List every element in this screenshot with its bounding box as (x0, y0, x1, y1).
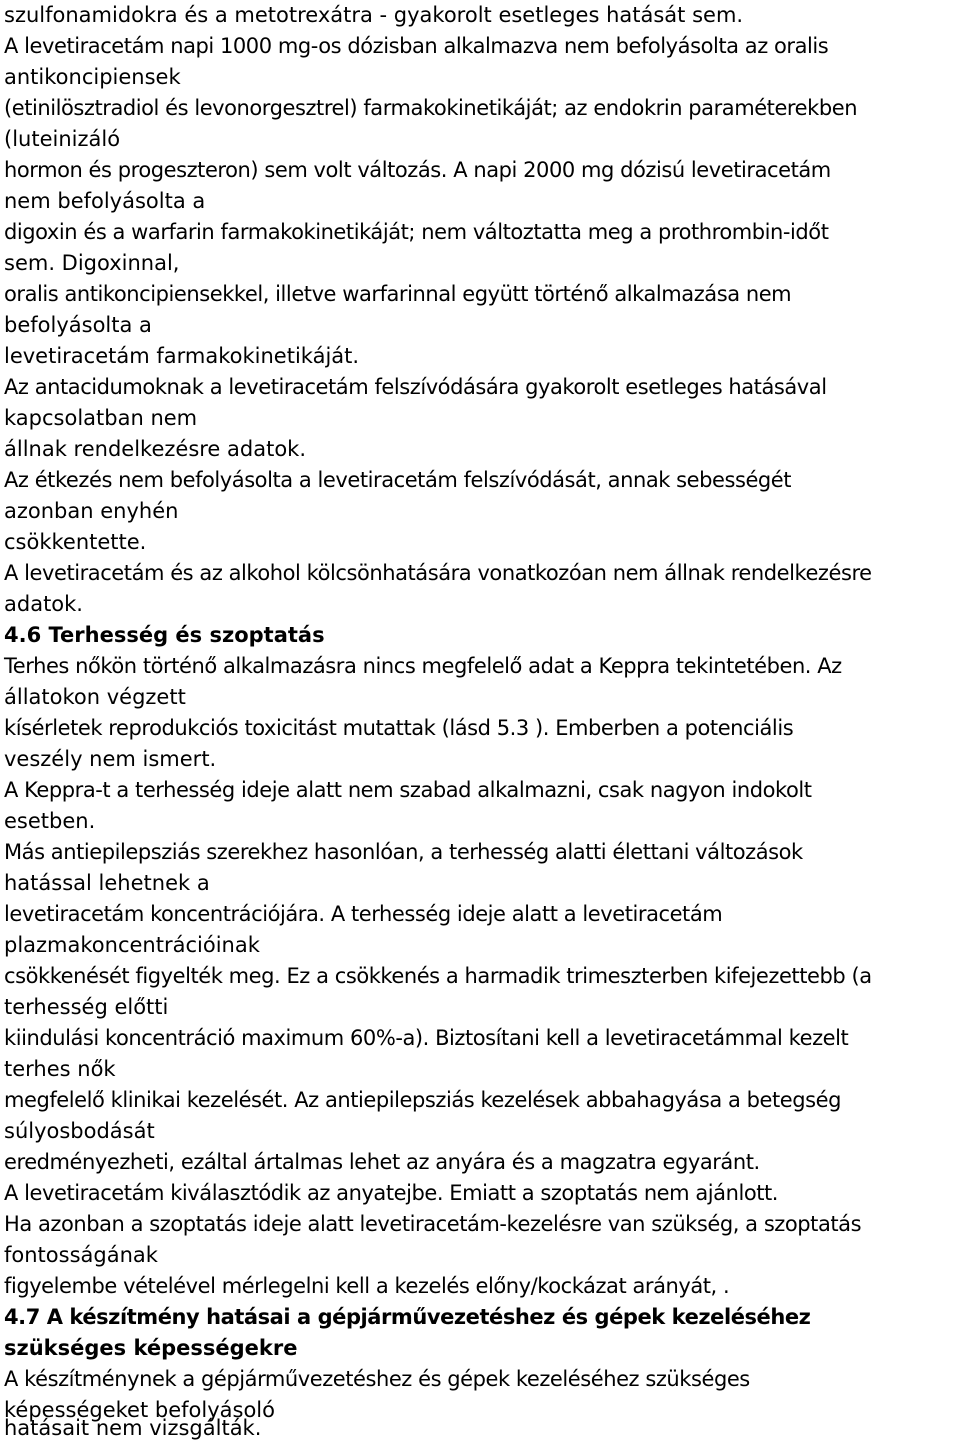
text-line: plazmakoncentrációinak (4, 933, 260, 957)
text-line: Az antacidumoknak a levetiracetám felszívódására gyakorolt esetleges hatásával (4, 375, 827, 399)
text-line: szulfonamidokra és a metotrexátra - gyakorolt esetleges hatását sem. (4, 3, 744, 27)
text-line: veszély nem ismert. (4, 747, 217, 771)
text-line: állatokon végzett (4, 685, 186, 709)
text-line: levetiracetám farmakokinetikáját. (4, 344, 360, 368)
text-line: csökkenését figyelték meg. Ez a csökkenés a harmadik trimeszterben kifejezettebb (a (4, 964, 872, 988)
text-line: (etinilösztradiol és levonorgesztrel) farmakokinetikáját; az endokrin paraméterekben (4, 96, 858, 120)
text-line: A készítménynek a gépjárművezetéshez és gépek kezeléséhez szükséges (4, 1367, 750, 1391)
text-line: súlyosbodását (4, 1119, 155, 1143)
text-line: figyelembe vételével mérlegelni kell a kezelés előny/kockázat arányát, . (4, 1274, 730, 1298)
section-heading-4-6: 4.6 Terhesség és szoptatás (4, 623, 325, 647)
text-line: adatok. (4, 592, 83, 616)
text-line: (luteinizáló (4, 127, 121, 151)
text-line: A levetiracetám kiválasztódik az anyatejbe. Emiatt a szoptatás nem ajánlott. (4, 1181, 779, 1205)
text-line: A levetiracetám és az alkohol kölcsönhatására vonatkozóan nem állnak rendelkezésre (4, 561, 872, 585)
text-line: hormon és progeszteron) sem volt változás. A napi 2000 mg dózisú levetiracetám (4, 158, 831, 182)
text-line: kiindulási koncentráció maximum 60%-a). Biztosítani kell a levetiracetámmal kezelt (4, 1026, 849, 1050)
text-line: kísérletek reprodukciós toxicitást mutattak (lásd 5.3 ). Emberben a potenciális (4, 716, 794, 740)
text-line: oralis antikoncipiensekkel, illetve warfarinnal együtt történő alkalmazása nem (4, 282, 792, 306)
text-line: terhesség előtti (4, 995, 169, 1019)
text-line: befolyásolta a (4, 313, 152, 337)
text-line: antikoncipiensek (4, 65, 181, 89)
section-heading-4-7-continued: szükséges képességekre (4, 1336, 298, 1360)
text-line: hatásait nem vizsgálták. (4, 1416, 262, 1440)
text-line: A levetiracetám napi 1000 mg-os dózisban alkalmazva nem befolyásolta az oralis (4, 34, 829, 58)
text-line: levetiracetám koncentrációjára. A terhesség ideje alatt a levetiracetám (4, 902, 723, 926)
text-line: Terhes nőkön történő alkalmazásra nincs megfelelő adat a Keppra tekintetében. Az (4, 654, 842, 678)
text-line: Ha azonban a szoptatás ideje alatt levetiracetám-kezelésre van szükség, a szoptatás (4, 1212, 862, 1236)
text-line: sem. Digoxinnal, (4, 251, 180, 275)
text-line: képességeket befolyásoló (4, 1398, 275, 1422)
text-line: eredményezheti, ezáltal ártalmas lehet az anyára és a magzatra egyaránt. (4, 1150, 760, 1174)
text-line: digoxin és a warfarin farmakokinetikáját; nem változtatta meg a prothrombin-időt (4, 220, 829, 244)
text-line: fontosságának (4, 1243, 158, 1267)
text-line: esetben. (4, 809, 96, 833)
text-line: csökkentette. (4, 530, 147, 554)
text-line: kapcsolatban nem (4, 406, 198, 430)
text-line: megfelelő klinikai kezelését. Az antiepilepsziás kezelések abbahagyása a betegség (4, 1088, 841, 1112)
text-line: terhes nők (4, 1057, 116, 1081)
text-line: A Keppra-t a terhesség ideje alatt nem szabad alkalmazni, csak nagyon indokolt (4, 778, 812, 802)
section-heading-4-7: 4.7 A készítmény hatásai a gépjárművezetéshez és gépek kezeléséhez (4, 1305, 811, 1329)
text-line: Az étkezés nem befolyásolta a levetiracetám felszívódását, annak sebességét (4, 468, 792, 492)
text-line: azonban enyhén (4, 499, 179, 523)
text-line: hatással lehetnek a (4, 871, 210, 895)
text-line: Más antiepilepsziás szerekhez hasonlóan, a terhesség alatti élettani változások (4, 840, 803, 864)
text-line: nem befolyásolta a (4, 189, 206, 213)
text-line: állnak rendelkezésre adatok. (4, 437, 307, 461)
